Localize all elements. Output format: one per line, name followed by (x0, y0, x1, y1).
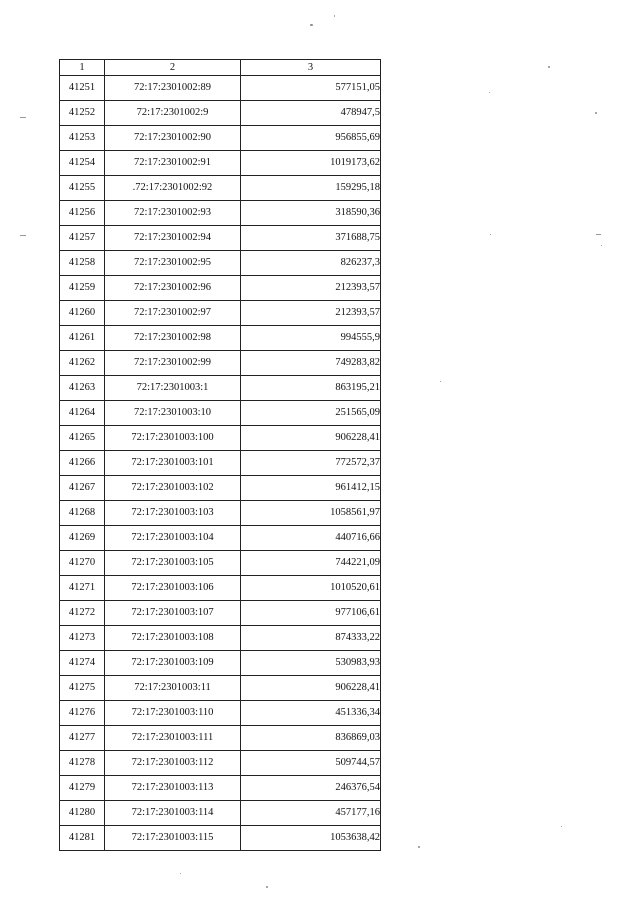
cadastral-number-cell: 72:17:2301003:114 (105, 801, 241, 826)
row-number-cell: 41258 (60, 251, 105, 276)
column-header-1: 1 (60, 60, 105, 76)
value-cell: 863195,21 (241, 376, 381, 401)
cadastral-number-cell: 72:17:2301003:11 (105, 676, 241, 701)
row-number-cell: 41271 (60, 576, 105, 601)
cadastral-number-cell: 72:17:2301002:96 (105, 276, 241, 301)
table-row (60, 726, 381, 751)
cadastral-number-cell: 72:17:2301003:1 (105, 376, 241, 401)
cadastral-number-cell: 72:17:2301003:112 (105, 751, 241, 776)
table-row (60, 476, 381, 501)
row-number-cell: 41266 (60, 451, 105, 476)
row-number-cell: 41261 (60, 326, 105, 351)
row-number-cell: 41270 (60, 551, 105, 576)
table-header-row (60, 60, 381, 76)
table-row (60, 426, 381, 451)
table-row (60, 226, 381, 251)
cadastral-number-cell: .72:17:2301002:92 (105, 176, 241, 201)
cadastral-number-cell: 72:17:2301002:98 (105, 326, 241, 351)
value-cell: 744221,09 (241, 551, 381, 576)
scan-speck (595, 112, 597, 114)
row-number-cell: 41256 (60, 201, 105, 226)
cadastral-number-cell: 72:17:2301002:95 (105, 251, 241, 276)
cadastral-number-cell: 72:17:2301002:97 (105, 301, 241, 326)
row-number-cell: 41252 (60, 101, 105, 126)
table-row (60, 751, 381, 776)
value-cell: 961412,15 (241, 476, 381, 501)
row-number-cell: 41280 (60, 801, 105, 826)
value-cell: 1058561,97 (241, 501, 381, 526)
value-cell: 977106,61 (241, 601, 381, 626)
cadastral-number-cell: 72:17:2301003:106 (105, 576, 241, 601)
cadastral-number-cell: 72:17:2301003:100 (105, 426, 241, 451)
value-cell: 440716,66 (241, 526, 381, 551)
row-number-cell: 41273 (60, 626, 105, 651)
value-cell: 906228,41 (241, 676, 381, 701)
scan-speck (266, 886, 268, 888)
value-cell: 159295,18 (241, 176, 381, 201)
table-row (60, 101, 381, 126)
cadastral-number-cell: 72:17:2301003:101 (105, 451, 241, 476)
row-number-cell: 41279 (60, 776, 105, 801)
row-number-cell: 41275 (60, 676, 105, 701)
scan-speck (489, 92, 490, 93)
value-cell: 994555,9 (241, 326, 381, 351)
table-row (60, 576, 381, 601)
table-row (60, 451, 381, 476)
scan-speck (561, 826, 562, 827)
cadastral-number-cell: 72:17:2301003:103 (105, 501, 241, 526)
value-cell: 577151,05 (241, 76, 381, 101)
table-row (60, 326, 381, 351)
row-number-cell: 41251 (60, 76, 105, 101)
cadastral-number-cell: 72:17:2301002:99 (105, 351, 241, 376)
scan-mark (20, 235, 26, 236)
table-row (60, 376, 381, 401)
cadastral-number-cell: 72:17:2301003:107 (105, 601, 241, 626)
value-cell: 251565,09 (241, 401, 381, 426)
table-body (60, 76, 381, 851)
value-cell: 371688,75 (241, 226, 381, 251)
column-header-3: 3 (241, 60, 381, 76)
value-cell: 772572,37 (241, 451, 381, 476)
value-cell: 956855,69 (241, 126, 381, 151)
row-number-cell: 41265 (60, 426, 105, 451)
cadastral-number-cell: 72:17:2301003:10 (105, 401, 241, 426)
value-cell: 457177,16 (241, 801, 381, 826)
row-number-cell: 41264 (60, 401, 105, 426)
row-number-cell: 41254 (60, 151, 105, 176)
value-cell: 478947,5 (241, 101, 381, 126)
cadastral-number-cell: 72:17:2301003:109 (105, 651, 241, 676)
table-row (60, 126, 381, 151)
column-header-2: 2 (105, 60, 241, 76)
table-row (60, 776, 381, 801)
scan-mark (20, 117, 26, 118)
scan-speck (601, 245, 602, 246)
value-cell: 212393,57 (241, 276, 381, 301)
table-row (60, 601, 381, 626)
table-row (60, 251, 381, 276)
row-number-cell: 41268 (60, 501, 105, 526)
value-cell: 318590,36 (241, 201, 381, 226)
cadastral-number-cell: 72:17:2301003:113 (105, 776, 241, 801)
scan-speck (334, 15, 335, 17)
row-number-cell: 41263 (60, 376, 105, 401)
scan-mark (596, 234, 601, 235)
cadastral-number-cell: 72:17:2301003:102 (105, 476, 241, 501)
table-row (60, 76, 381, 101)
value-cell: 826237,3 (241, 251, 381, 276)
cadastral-number-cell: 72:17:2301003:108 (105, 626, 241, 651)
table-row (60, 526, 381, 551)
table-row (60, 301, 381, 326)
scan-speck (310, 24, 313, 26)
cadastral-number-cell: 72:17:2301003:104 (105, 526, 241, 551)
table-row (60, 551, 381, 576)
cadastral-number-cell: 72:17:2301003:115 (105, 826, 241, 851)
row-number-cell: 41259 (60, 276, 105, 301)
row-number-cell: 41262 (60, 351, 105, 376)
row-number-cell: 41276 (60, 701, 105, 726)
table-row (60, 176, 381, 201)
value-cell: 212393,57 (241, 301, 381, 326)
table-row (60, 651, 381, 676)
table-row (60, 351, 381, 376)
table-row (60, 276, 381, 301)
table-row (60, 626, 381, 651)
value-cell: 1010520,61 (241, 576, 381, 601)
scan-speck (440, 381, 441, 382)
table-row (60, 501, 381, 526)
value-cell: 509744,57 (241, 751, 381, 776)
table-row (60, 401, 381, 426)
table-row (60, 801, 381, 826)
row-number-cell: 41253 (60, 126, 105, 151)
cadastral-number-cell: 72:17:2301002:9 (105, 101, 241, 126)
value-cell: 451336,34 (241, 701, 381, 726)
value-cell: 1019173,62 (241, 151, 381, 176)
table-row (60, 151, 381, 176)
row-number-cell: 41269 (60, 526, 105, 551)
row-number-cell: 41267 (60, 476, 105, 501)
value-cell: 836869,03 (241, 726, 381, 751)
row-number-cell: 41255 (60, 176, 105, 201)
cadastral-number-cell: 72:17:2301003:105 (105, 551, 241, 576)
row-number-cell: 41274 (60, 651, 105, 676)
row-number-cell: 41272 (60, 601, 105, 626)
value-cell: 1053638,42 (241, 826, 381, 851)
cadastral-number-cell: 72:17:2301002:94 (105, 226, 241, 251)
cadastral-value-table (59, 59, 381, 851)
row-number-cell: 41257 (60, 226, 105, 251)
table-row (60, 701, 381, 726)
scan-speck (180, 873, 181, 874)
value-cell: 906228,41 (241, 426, 381, 451)
table-row (60, 201, 381, 226)
cadastral-number-cell: 72:17:2301002:90 (105, 126, 241, 151)
cadastral-number-cell: 72:17:2301002:89 (105, 76, 241, 101)
scan-speck (490, 234, 491, 235)
table-row (60, 676, 381, 701)
row-number-cell: 41278 (60, 751, 105, 776)
value-cell: 749283,82 (241, 351, 381, 376)
value-cell: 246376,54 (241, 776, 381, 801)
table-row (60, 826, 381, 851)
value-cell: 874333,22 (241, 626, 381, 651)
row-number-cell: 41277 (60, 726, 105, 751)
cadastral-number-cell: 72:17:2301003:110 (105, 701, 241, 726)
row-number-cell: 41281 (60, 826, 105, 851)
scan-speck (548, 66, 550, 68)
cadastral-number-cell: 72:17:2301003:111 (105, 726, 241, 751)
value-cell: 530983,93 (241, 651, 381, 676)
cadastral-number-cell: 72:17:2301002:91 (105, 151, 241, 176)
row-number-cell: 41260 (60, 301, 105, 326)
cadastral-number-cell: 72:17:2301002:93 (105, 201, 241, 226)
scan-speck (418, 846, 420, 848)
